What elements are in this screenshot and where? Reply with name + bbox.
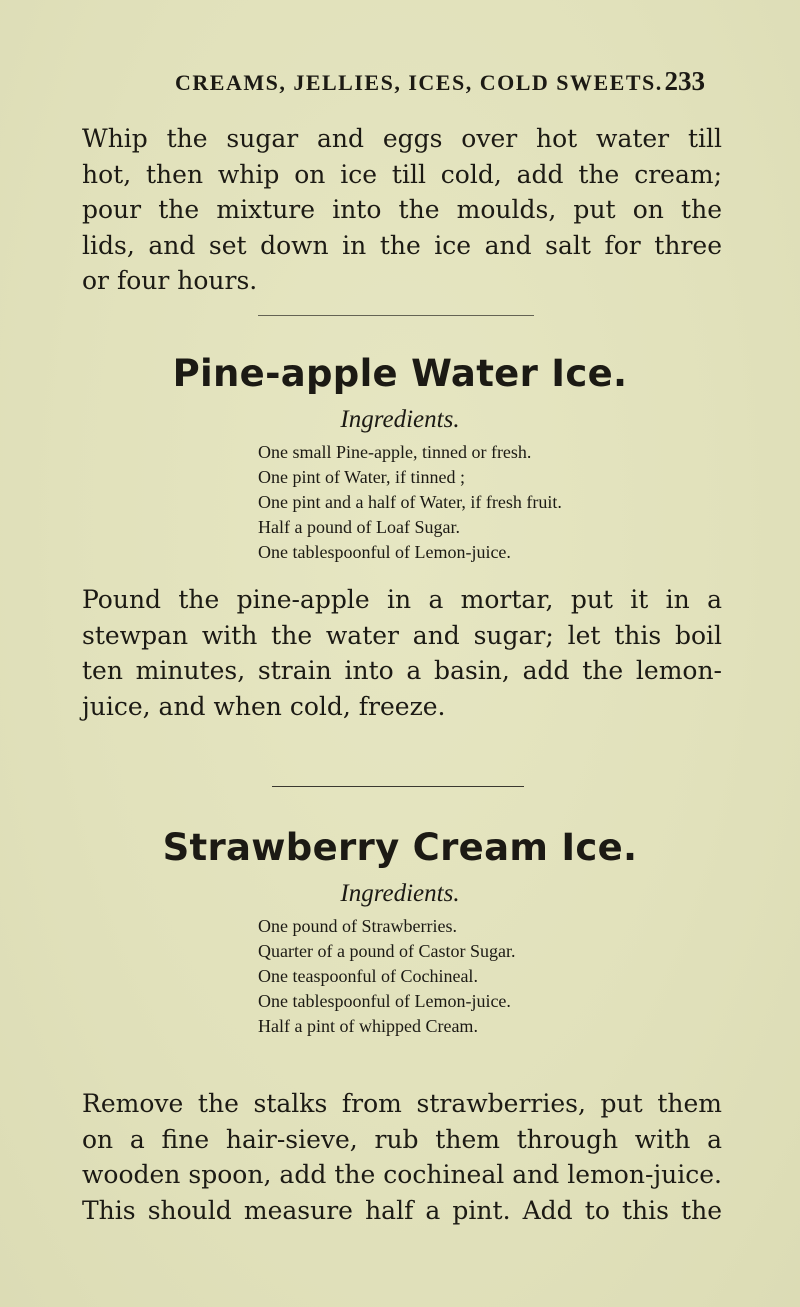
ingredients-label: Ingredients. <box>340 880 460 907</box>
ingredient-item: One tablespoonful of Lemon-juice. <box>258 542 511 562</box>
running-title: CREAMS, JELLIES, ICES, COLD SWEETS. <box>175 70 663 95</box>
text-line: This should measure half a pint. Add to this the <box>82 1195 722 1225</box>
text-line: ten minutes, strain into a basin, add the lemon- <box>82 656 722 685</box>
ingredient-item: One pound of Strawberries. <box>258 916 457 936</box>
intro-paragraph <box>82 121 722 299</box>
ingredient-item: One teaspoonful of Cochineal. <box>258 966 478 986</box>
ingredient-list <box>258 914 515 1039</box>
text-line: wooden spoon, add the cochineal and lemon-juice. <box>82 1160 722 1189</box>
running-head <box>175 66 705 106</box>
recipe-title: Strawberry Cream Ice. <box>162 826 638 869</box>
ingredient-item: Half a pound of Loaf Sugar. <box>258 517 460 537</box>
ingredient-item: One pint of Water, if tinned ; <box>258 467 465 487</box>
text-line: or four hours. <box>82 266 258 295</box>
text-line: on a fine hair-sieve, rub them through with a <box>82 1124 722 1154</box>
ingredient-list <box>258 440 562 565</box>
ingredient-item: Quarter of a pound of Castor Sugar. <box>258 941 516 961</box>
ingredient-item: One small Pine-apple, tinned or fresh. <box>258 442 532 462</box>
text-line: Remove the stalks from strawberries, put them <box>82 1089 722 1118</box>
text-line: hot, then whip on ice till cold, add the cream; <box>82 159 722 189</box>
section-divider <box>258 315 534 316</box>
page-number: 233 <box>664 66 705 96</box>
text-line: Pound the pine-apple in a mortar, put it in a <box>82 585 722 614</box>
recipe-method <box>82 1086 722 1228</box>
ingredients-label: Ingredients. <box>340 406 460 433</box>
recipe-title: Pine-apple Water Ice. <box>172 352 628 395</box>
section-divider <box>272 786 524 787</box>
ingredient-item: Half a pint of whipped Cream. <box>258 1016 478 1036</box>
text-line: pour the mixture into the moulds, put on the <box>82 195 722 224</box>
ingredient-item: One pint and a half of Water, if fresh fruit. <box>258 492 562 512</box>
text-line: juice, and when cold, freeze. <box>82 691 446 721</box>
text-line: Whip the sugar and eggs over hot water till <box>82 124 722 153</box>
text-line: lids, and set down in the ice and salt for three <box>82 230 722 260</box>
recipe-method <box>82 582 722 724</box>
ingredient-item: One tablespoonful of Lemon-juice. <box>258 991 511 1011</box>
text-line: stewpan with the water and sugar; let this boil <box>82 620 722 650</box>
